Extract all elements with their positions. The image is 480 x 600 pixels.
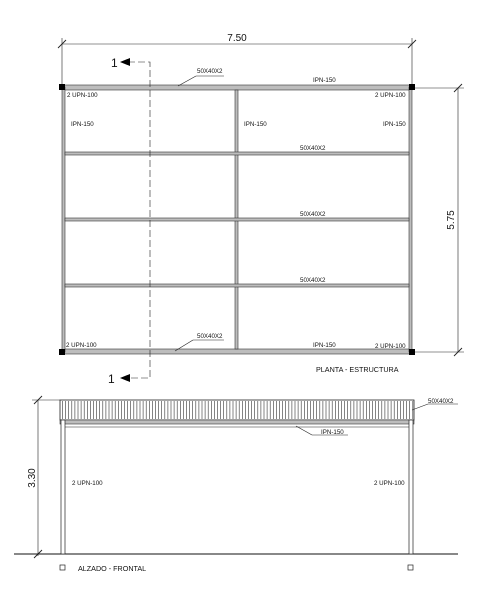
dimension-depth <box>414 84 464 356</box>
elevation-beam <box>60 420 414 424</box>
plan-label-upn-top-right: 2 UPN-100 <box>375 92 406 99</box>
plan-title: PLANTA - ESTRUCTURA <box>316 365 399 374</box>
elevation-label-upn-left: 2 UPN-100 <box>72 480 103 487</box>
plan-label-ipn-top: IPN-150 <box>313 77 336 84</box>
plan-view <box>58 33 464 386</box>
front-beam-top <box>62 85 412 90</box>
elevation-columns <box>61 420 413 554</box>
column-marker <box>409 84 415 90</box>
plan-label-upn-top-left: 2 UPN-100 <box>67 92 98 99</box>
section-mark-top: 1 <box>111 56 118 70</box>
plan-label-ipn-middle: IPN-150 <box>244 121 267 128</box>
side-beam-left <box>62 87 65 352</box>
purlin <box>65 218 409 221</box>
plan-label-50x40x2-row1: 50X40X2 <box>300 145 326 152</box>
dimension-depth-label: 5.75 <box>446 210 457 230</box>
elevation-title: ALZADO - FRONTAL <box>78 564 147 573</box>
plan-label-ipn-left: IPN-150 <box>71 121 94 128</box>
dimension-width-label: 7.50 <box>227 33 247 44</box>
column-right <box>409 420 413 554</box>
column-marker <box>409 349 415 355</box>
plan-label-ipn-right: IPN-150 <box>383 121 406 128</box>
elevation-label-upn-right: 2 UPN-100 <box>374 480 405 487</box>
plan-label-ipn-bottom: IPN-150 <box>313 342 336 349</box>
dimension-height <box>27 396 60 558</box>
plan-label-50x40x2-top: 50X40X2 <box>197 68 223 75</box>
column-marker <box>59 84 65 90</box>
side-beam-right <box>409 87 412 352</box>
column-left <box>61 420 65 554</box>
elevation-label-ipn: IPN-150 <box>321 429 344 436</box>
column-marker <box>59 349 65 355</box>
plan-label-50x40x2-row3: 50X40X2 <box>300 277 326 284</box>
elevation-view <box>14 396 458 573</box>
section-arrow-top <box>120 58 130 66</box>
plan-label-upn-bottom-right: 2 UPN-100 <box>375 343 406 350</box>
purlin <box>65 284 409 287</box>
footing-marker <box>408 565 413 570</box>
plan-label-50x40x2-bottom: 50X40X2 <box>197 333 223 340</box>
purlin <box>65 152 409 155</box>
section-arrow-bottom <box>120 374 130 382</box>
footing-marker <box>60 565 65 570</box>
dimension-height-label: 3.30 <box>27 468 38 488</box>
elevation-label-50x40x2: 50X40X2 <box>428 398 454 405</box>
section-mark-bottom: 1 <box>108 372 115 386</box>
plan-label-upn-bottom-left: 2 UPN-100 <box>66 342 97 349</box>
front-beam-bottom <box>62 349 412 354</box>
roof-panel <box>60 400 414 420</box>
plan-label-50x40x2-row2: 50X40X2 <box>300 211 326 218</box>
